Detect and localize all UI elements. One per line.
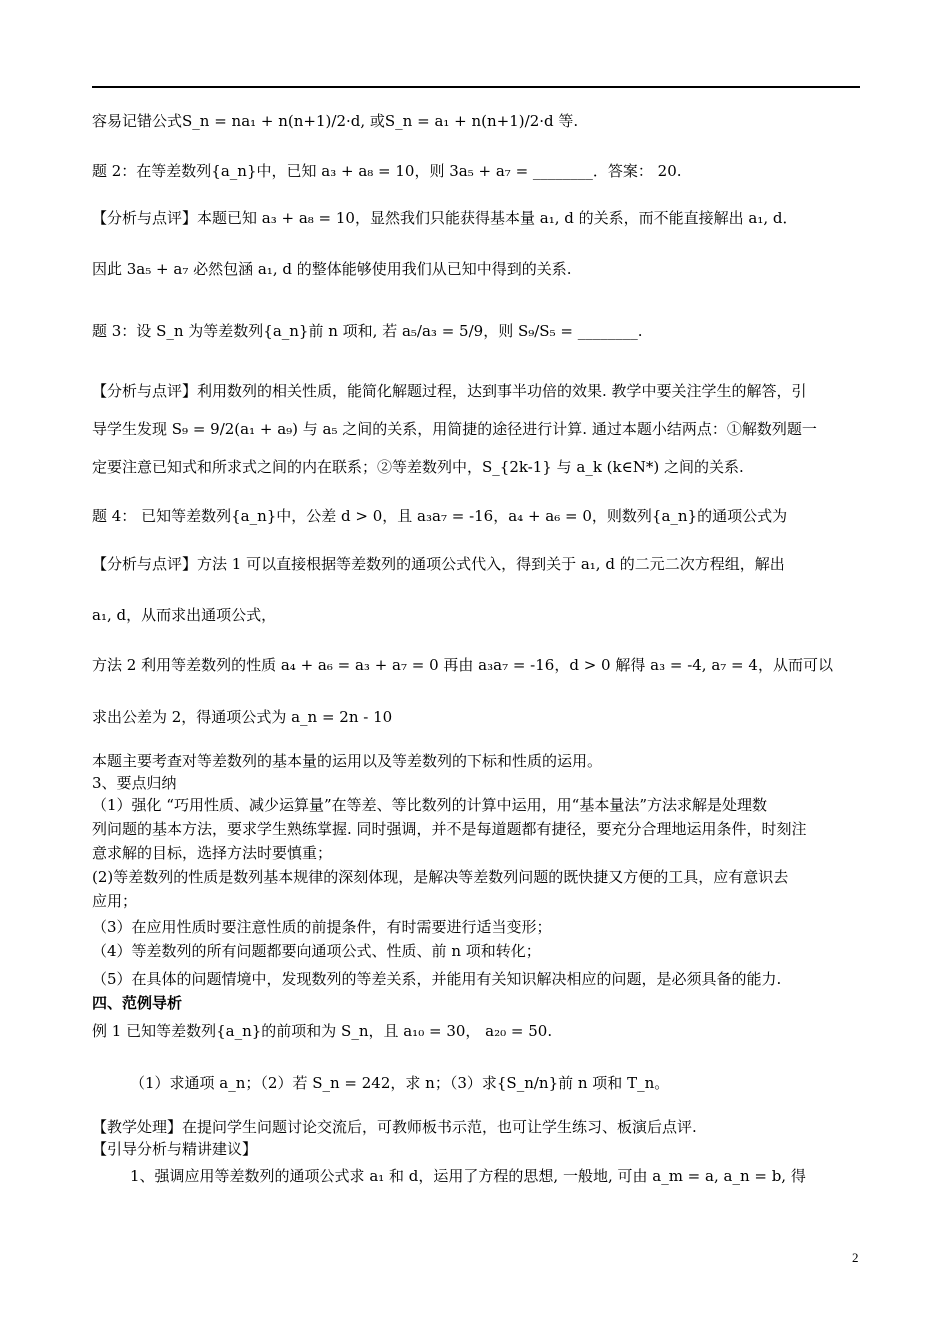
text-line: 方法 2 利用等差数列的性质 a₄ + a₆ = a₃ + a₇ = 0 再由 a₃a₇ = -16，d > 0 解得 a₃ = -4, a₇ = 4，从而可以: [92, 656, 833, 674]
text-line: （1）求通项 a_n；（2）若 S_n = 242，求 n；（3）求{S_n/n}前 n 项和 T_n。: [130, 1074, 670, 1092]
text-line: 3、要点归纳: [92, 774, 177, 792]
text-line: 应用；: [92, 892, 138, 910]
text-line: 【引导分析与精讲建议】: [92, 1140, 258, 1158]
text-line: （5）在具体的问题情境中，发现数列的等差关系，并能用有关知识解决相应的问题，是必须具备的能力.: [92, 970, 782, 988]
text-line: 因此 3a₅ + a₇ 必然包涵 a₁, d 的整体能够使用我们从已知中得到的关系.: [92, 260, 572, 278]
text-line: 【分析与点评】利用数列的相关性质，能简化解题过程，达到事半功倍的效果. 教学中要关注学生的解答，引: [92, 382, 807, 400]
section-heading: 四、范例导析: [92, 994, 183, 1012]
text-line: 导学生发现 S₉ = 9/2(a₁ + a₉) 与 a₅ 之间的关系，用简捷的途径进行计算. 通过本题小结两点：①解数列题一: [92, 420, 817, 438]
text-line: a₁, d，从而求出通项公式，: [92, 606, 277, 624]
text-line: （4）等差数列的所有问题都要向通项公式、性质、前 n 项和转化；: [92, 942, 541, 960]
text-line: （3）在应用性质时要注意性质的前提条件，有时需要进行适当变形；: [92, 918, 552, 936]
header-rule: [92, 86, 860, 88]
text-line: 【教学处理】在提问学生问题讨论交流后，可教师板书示范，也可让学生练习、板演后点评.: [92, 1118, 697, 1136]
page-number: 2: [852, 1250, 859, 1265]
text-line: 定要注意已知式和所求式之间的内在联系；②等差数列中，S_{2k-1} 与 a_k (k∈N*) 之间的关系.: [92, 458, 744, 476]
text-line: 求出公差为 2，得通项公式为 a_n = 2n - 10: [92, 708, 393, 726]
text-line: 容易记错公式S_n = na₁ + n(n+1)/2·d, 或S_n = a₁ + n(n+1)/2·d 等.: [92, 112, 579, 130]
text-line: 1、强调应用等差数列的通项公式求 a₁ 和 d，运用了方程的思想, 一般地, 可由 a_m = a, a_n = b, 得: [130, 1167, 806, 1185]
text-line: （1）强化 “巧用性质、减少运算量”在等差、等比数列的计算中运用，用“基本量法”方法求解是处理数: [92, 796, 767, 814]
text-line: 题 3：设 S_n 为等差数列{a_n}前 n 项和, 若 a₅/a₃ = 5/9，则 S₉/S₅ = ________.: [92, 322, 643, 340]
text-line: 意求解的目标，选择方法时要慎重；: [92, 844, 333, 862]
text-line: 例 1 已知等差数列{a_n}的前项和为 S_n，且 a₁₀ = 30， a₂₀ = 50.: [92, 1022, 553, 1040]
text-line: (2)等差数列的性质是数列基本规律的深刻体现，是解决等差数列问题的既快捷又方便的工具，应有意识去: [92, 868, 789, 886]
text-line: 【分析与点评】方法 1 可以直接根据等差数列的通项公式代入，得到关于 a₁, d 的二元二次方程组，解出: [92, 555, 785, 573]
text-line: 题 4： 已知等差数列{a_n}中，公差 d > 0，且 a₃a₇ = -16，a₄ + a₆ = 0，则数列{a_n}的通项公式为: [92, 507, 788, 525]
text-line: 【分析与点评】本题已知 a₃ + a₈ = 10，显然我们只能获得基本量 a₁, d 的关系，而不能直接解出 a₁, d．: [92, 209, 798, 227]
text-line: 题 2：在等差数列{a_n}中，已知 a₃ + a₈ = 10，则 3a₅ + a₇ = ________．答案： 20.: [92, 162, 682, 180]
text-line: 本题主要考查对等差数列的基本量的运用以及等差数列的下标和性质的运用。: [92, 752, 603, 770]
text-line: 列问题的基本方法，要求学生熟练掌握. 同时强调，并不是每道题都有捷径，要充分合理地运用条件，时刻注: [92, 820, 807, 838]
